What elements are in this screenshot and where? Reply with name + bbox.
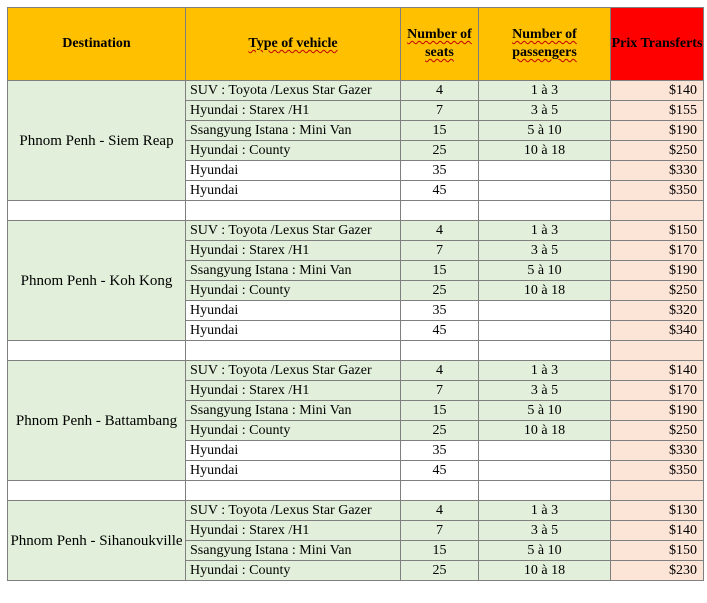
vehicle-cell: Hyundai [186,161,401,181]
price-cell: $170 [611,241,704,261]
passengers-cell [479,321,611,341]
seats-cell: 7 [401,101,479,121]
seats-cell: 4 [401,501,479,521]
separator-row [8,481,704,501]
empty-price-cell [611,201,704,221]
price-cell: $350 [611,461,704,481]
passengers-cell [479,181,611,201]
seats-cell: 45 [401,461,479,481]
price-cell: $140 [611,361,704,381]
seats-cell: 45 [401,321,479,341]
seats-cell: 15 [401,541,479,561]
passengers-cell: 10 à 18 [479,141,611,161]
price-cell: $140 [611,521,704,541]
table-row [8,81,704,101]
seats-cell: 7 [401,381,479,401]
transfer-price-table [7,7,704,581]
vehicle-cell: Hyundai [186,181,401,201]
seats-cell: 25 [401,281,479,301]
seats-cell: 15 [401,401,479,421]
empty-cell [186,201,401,221]
empty-cell [401,341,479,361]
destination-cell: Phnom Penh - Sihanoukville [8,501,186,581]
passengers-cell: 10 à 18 [479,561,611,581]
table-row [8,221,704,241]
price-cell: $250 [611,141,704,161]
seats-cell: 35 [401,441,479,461]
seats-cell: 4 [401,361,479,381]
empty-cell [8,201,186,221]
table-body [8,81,704,581]
passengers-cell: 5 à 10 [479,261,611,281]
separator-row [8,341,704,361]
price-cell: $250 [611,421,704,441]
empty-cell [186,481,401,501]
empty-cell [8,481,186,501]
vehicle-cell: SUV : Toyota /Lexus Star Gazer [186,361,401,381]
passengers-cell: 1 à 3 [479,81,611,101]
vehicle-cell: Hyundai : County [186,141,401,161]
price-cell: $150 [611,221,704,241]
seats-cell: 4 [401,221,479,241]
passengers-cell: 1 à 3 [479,221,611,241]
empty-cell [401,201,479,221]
seats-cell: 35 [401,161,479,181]
passengers-cell: 1 à 3 [479,361,611,381]
vehicle-cell: Hyundai : Starex /H1 [186,521,401,541]
empty-price-cell [611,341,704,361]
vehicle-cell: Hyundai : County [186,421,401,441]
price-cell: $340 [611,321,704,341]
vehicle-cell: SUV : Toyota /Lexus Star Gazer [186,81,401,101]
price-cell: $150 [611,541,704,561]
price-cell: $250 [611,281,704,301]
seats-cell: 4 [401,81,479,101]
seats-cell: 15 [401,121,479,141]
vehicle-cell: Ssangyung Istana : Mini Van [186,261,401,281]
vehicle-cell: Ssangyung Istana : Mini Van [186,121,401,141]
empty-cell [8,341,186,361]
seats-cell: 25 [401,141,479,161]
price-cell: $140 [611,81,704,101]
seats-cell: 25 [401,421,479,441]
vehicle-cell: Hyundai [186,441,401,461]
vehicle-cell: Hyundai [186,321,401,341]
separator-row [8,201,704,221]
empty-cell [186,341,401,361]
price-cell: $350 [611,181,704,201]
passengers-cell [479,161,611,181]
header-destination: Destination [8,8,186,81]
table-row [8,361,704,381]
price-cell: $170 [611,381,704,401]
price-cell: $230 [611,561,704,581]
seats-cell: 35 [401,301,479,321]
empty-cell [401,481,479,501]
empty-cell [479,341,611,361]
price-cell: $130 [611,501,704,521]
passengers-cell: 3 à 5 [479,101,611,121]
vehicle-cell: Hyundai [186,301,401,321]
price-cell: $190 [611,401,704,421]
passengers-cell: 10 à 18 [479,421,611,441]
empty-price-cell [611,481,704,501]
seats-cell: 45 [401,181,479,201]
price-cell: $190 [611,121,704,141]
passengers-cell: 5 à 10 [479,121,611,141]
passengers-cell: 10 à 18 [479,281,611,301]
vehicle-cell: Hyundai : County [186,281,401,301]
vehicle-cell: Ssangyung Istana : Mini Van [186,541,401,561]
passengers-cell [479,441,611,461]
price-cell: $330 [611,441,704,461]
passengers-cell: 3 à 5 [479,381,611,401]
passengers-cell: 3 à 5 [479,241,611,261]
vehicle-cell: Hyundai : Starex /H1 [186,381,401,401]
seats-cell: 7 [401,521,479,541]
vehicle-cell: SUV : Toyota /Lexus Star Gazer [186,221,401,241]
header-price: Prix Transferts [611,8,704,81]
vehicle-cell: Hyundai : County [186,561,401,581]
destination-cell: Phnom Penh - Siem Reap [8,81,186,201]
header-passengers: Number of passengers [479,8,611,81]
passengers-cell: 5 à 10 [479,401,611,421]
destination-cell: Phnom Penh - Battambang [8,361,186,481]
vehicle-cell: Hyundai : Starex /H1 [186,241,401,261]
destination-cell: Phnom Penh - Koh Kong [8,221,186,341]
passengers-cell [479,461,611,481]
empty-cell [479,201,611,221]
header-seats: Number of seats [401,8,479,81]
price-cell: $320 [611,301,704,321]
header-row [8,8,704,81]
vehicle-cell: Hyundai [186,461,401,481]
empty-cell [479,481,611,501]
vehicle-cell: SUV : Toyota /Lexus Star Gazer [186,501,401,521]
seats-cell: 15 [401,261,479,281]
vehicle-cell: Ssangyung Istana : Mini Van [186,401,401,421]
price-cell: $155 [611,101,704,121]
vehicle-cell: Hyundai : Starex /H1 [186,101,401,121]
price-cell: $330 [611,161,704,181]
passengers-cell [479,301,611,321]
seats-cell: 25 [401,561,479,581]
passengers-cell: 3 à 5 [479,521,611,541]
passengers-cell: 5 à 10 [479,541,611,561]
table-row [8,501,704,521]
price-cell: $190 [611,261,704,281]
header-vehicle-type: Type of vehicle [186,8,401,81]
passengers-cell: 1 à 3 [479,501,611,521]
seats-cell: 7 [401,241,479,261]
